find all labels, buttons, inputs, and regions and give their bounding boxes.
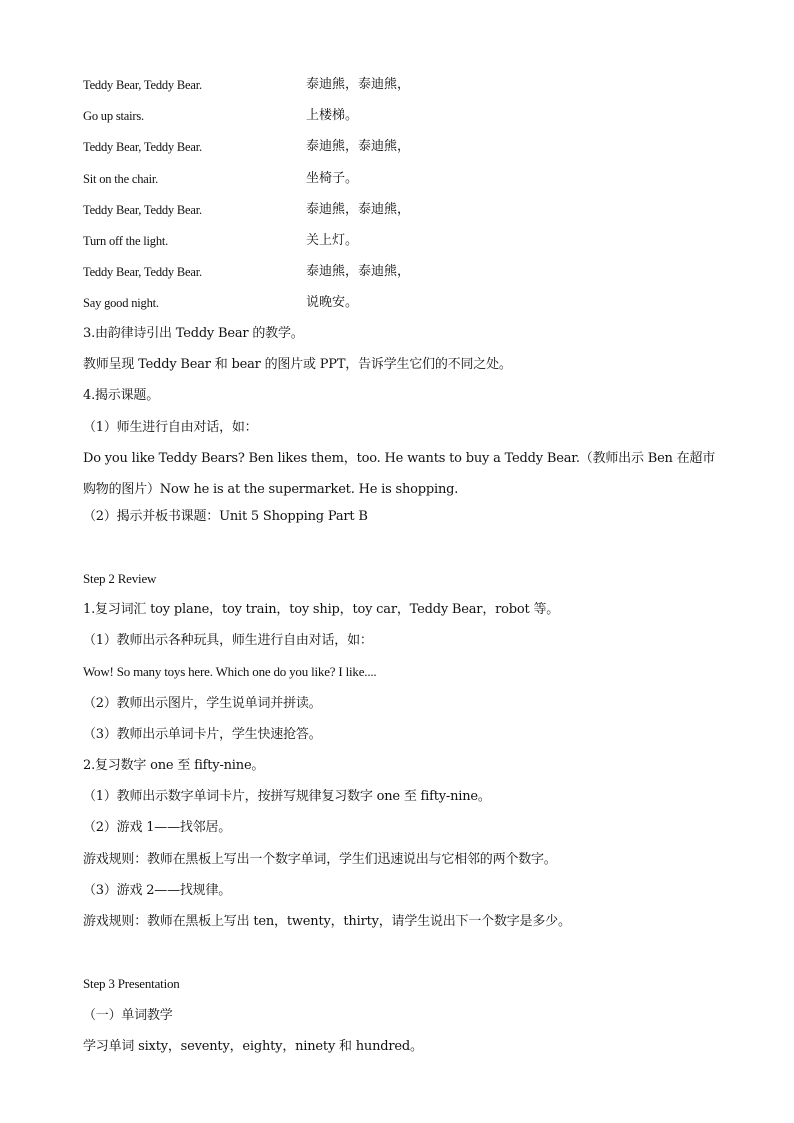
poem-english: Teddy Bear, Teddy Bear. bbox=[83, 78, 202, 92]
poem-chinese: 泰迪熊，泰迪熊， bbox=[306, 264, 411, 280]
poem-chinese: 上楼梯。 bbox=[306, 108, 359, 124]
paragraph: （2）教师出示图片，学生说单词并拼读。 bbox=[83, 695, 322, 711]
poem-line bbox=[83, 105, 723, 136]
paragraph: 教师呈现 Teddy Bear 和 bear 的图片或 PPT，告诉学生它们的不同之处。 bbox=[83, 357, 512, 373]
paragraph: Wow! So many toys here. Which one do you like? I like.... bbox=[83, 664, 377, 680]
poem-english: Teddy Bear, Teddy Bear. bbox=[83, 140, 202, 155]
paragraph: （1）教师出示各种玩具，师生进行自由对话，如： bbox=[83, 633, 373, 649]
poem-english: Say good night. bbox=[83, 296, 159, 311]
poem-line bbox=[83, 292, 723, 323]
paragraph: 学习单词 sixty，seventy，eighty，ninety 和 hundred。 bbox=[83, 1038, 423, 1054]
poem-chinese: 说晚安。 bbox=[306, 295, 359, 311]
rhyme-poem bbox=[83, 74, 723, 324]
poem-line bbox=[83, 261, 723, 292]
section-heading: 2.复习数字 one 至 fifty-nine。 bbox=[83, 758, 265, 774]
poem-chinese: 泰迪熊，泰迪熊， bbox=[306, 139, 411, 155]
section-heading: 1.复习词汇 toy plane，toy train，toy ship，toy car，Teddy Bear，robot 等。 bbox=[83, 602, 560, 618]
poem-chinese: 泰迪熊，泰迪熊， bbox=[306, 77, 411, 92]
poem-english: Turn off the light. bbox=[83, 233, 169, 248]
spacer bbox=[83, 942, 723, 973]
poem-english: Teddy Bear, Teddy Bear. bbox=[83, 202, 202, 217]
paragraph: （1）教师出示数字单词卡片，按拼写规律复习数字 one 至 fifty-nine。 bbox=[83, 789, 491, 805]
paragraph: （1）师生进行自由对话，如： bbox=[83, 419, 258, 435]
paragraph: Do you like Teddy Bears? Ben likes them，too. He wants to buy a Teddy Bear.（教师出示 Ben 在超市购物的图片）Now he is at the supermarket. He is shopping. bbox=[83, 451, 716, 498]
poem-chinese: 关上灯。 bbox=[306, 232, 359, 248]
paragraph: （3）教师出示单词卡片，学生快速抢答。 bbox=[83, 726, 322, 742]
step-heading: Step 3 Presentation bbox=[83, 976, 180, 992]
poem-line bbox=[83, 168, 723, 199]
poem-english: Sit on the chair. bbox=[83, 171, 159, 186]
poem-line bbox=[83, 136, 723, 167]
paragraph: （2）游戏 1——找邻居。 bbox=[83, 820, 232, 836]
poem-chinese: 坐椅子。 bbox=[306, 170, 359, 186]
poem-line bbox=[83, 199, 723, 230]
poem-chinese: 泰迪熊，泰迪熊， bbox=[306, 201, 411, 217]
paragraph: 游戏规则：教师在黑板上写出一个数字单词，学生们迅速说出与它相邻的两个数字。 bbox=[83, 851, 557, 867]
paragraph: （3）游戏 2——找规律。 bbox=[83, 882, 232, 898]
step-heading: Step 2 Review bbox=[83, 570, 157, 586]
spacer bbox=[83, 537, 723, 568]
section-heading: （一）单词教学 bbox=[83, 1007, 173, 1023]
paragraph: （2）揭示并板书课题：Unit 5 Shopping Part B bbox=[83, 508, 368, 524]
paragraph: 游戏规则：教师在黑板上写出 ten，twenty，thirty，请学生说出下一个数字是多少。 bbox=[83, 913, 571, 929]
poem-line bbox=[83, 230, 723, 261]
poem-english: Go up stairs. bbox=[83, 109, 144, 124]
poem-line bbox=[83, 74, 723, 105]
lesson-plan-body bbox=[83, 323, 723, 1067]
paragraph: 3.由韵律诗引出 Teddy Bear 的教学。 bbox=[83, 326, 304, 341]
section-heading: 4.揭示课题。 bbox=[83, 388, 160, 404]
poem-english: Teddy Bear, Teddy Bear. bbox=[83, 265, 202, 280]
